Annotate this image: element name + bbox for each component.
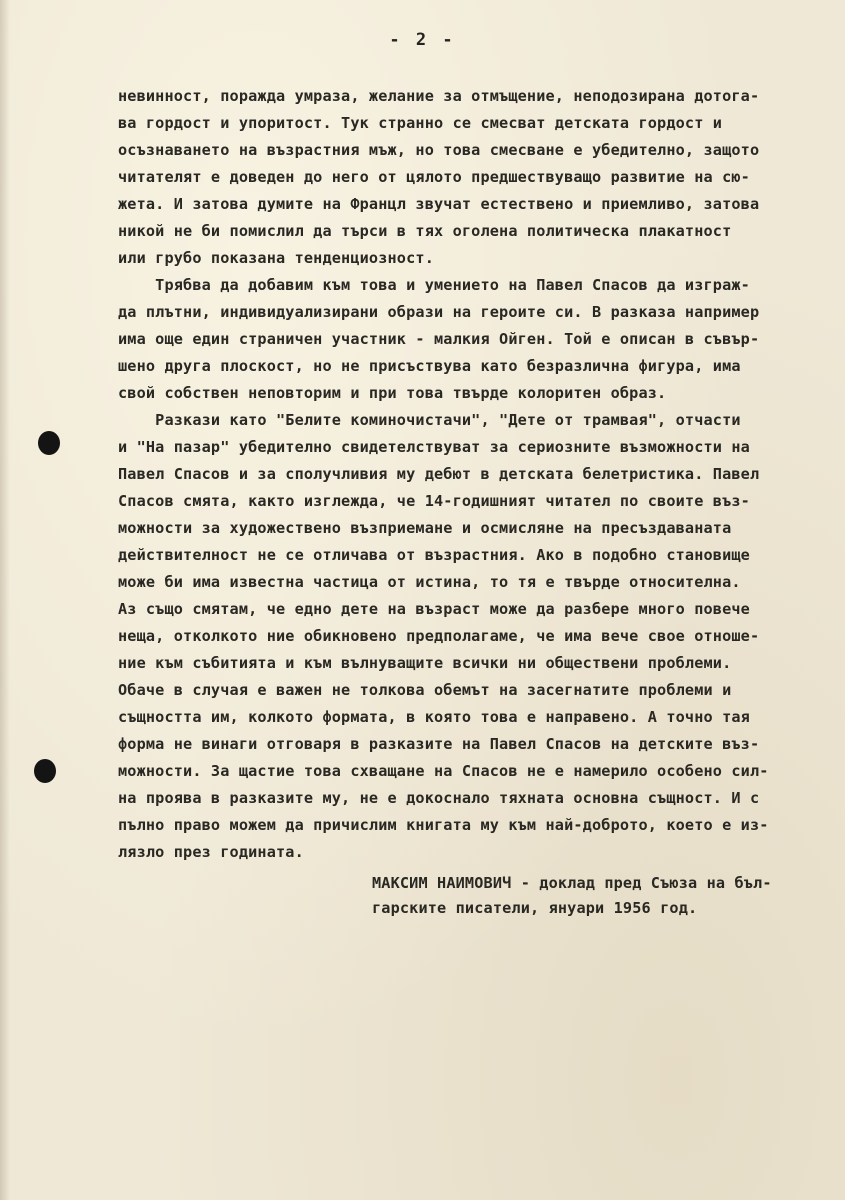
body-line: на проява в разказите му, не е докоснало тяхната основна същност. И с [118,789,760,807]
body-line: и "На пазар" убедително свидетелствуват за сериозните възможности на [118,438,750,456]
body-line: Павел Спасов и за сполучливия му дебют в детската белетристика. Павел [118,465,760,483]
body-line: Спасов смята, както изглежда, че 14-годишният читател по своите въз- [118,492,750,510]
body-line: читателят е доведен до него от цялото предшествуващо развитие на сю- [118,168,750,186]
body-line: жета. И затова думите на Францл звучат естествено и приемливо, затова [118,195,760,213]
body-line: действителност не се отличава от възрастния. Ако в подобно становище [118,546,750,564]
punch-hole-lower [34,759,56,783]
body-line: лязло през годината. [118,843,304,861]
page-number: - 2 - [389,30,456,50]
punch-hole-upper [38,431,60,455]
page-edge-shadow [0,0,10,1200]
body-line: форма не винаги отговаря в разказите на Павел Спасов на детските въз- [118,735,760,753]
body-line: Обаче в случая е важен не толкова обемът на засегнатите проблеми и [118,681,732,699]
body-line: Разкази като "Белите коминочистачи", "Дете от трамвая", отчасти [118,411,741,429]
body-line: пълно право можем да причислим книгата му към най-доброто, което е из- [118,816,769,834]
body-line: можности. За щастие това схващане на Спасов не е намерило особено сил- [118,762,769,780]
body-line: има още един страничен участник - малкия Ойген. Той е описан в съвър- [118,330,760,348]
body-line: или грубо показана тенденциозност. [118,249,434,267]
body-line: невинност, поражда умраза, желание за отмъщение, неподозирана дотога- [118,87,760,105]
body-line: свой собствен неповторим и при това твърде колоритен образ. [118,384,667,402]
body-line: ва гордост и упоритост. Тук странно се смесват детската гордост и [118,114,723,132]
body-line: никой не би помислил да търси в тях оголена политическа плакатност [118,222,732,240]
body-line: Трябва да добавим към това и умението на Павел Спасов да изграж- [118,276,750,294]
signature-line: гарските писатели, януари 1956 год. [372,899,698,917]
body-line: осъзнаването на възрастния мъж, но това смесване е убедително, защото [118,141,760,159]
body-line: можности за художествено възприемане и осмисляне на пресъздаваната [118,519,732,537]
body-line: шено друга плоскост, но не присъствува като безразлична фигура, има [118,357,741,375]
signature-line: МАКСИМ НАИМОВИЧ - доклад пред Съюза на бъл- [372,874,772,892]
body-line: неща, отколкото ние обикновено предполагаме, че има вече свое отноше- [118,627,760,645]
body-line: същността им, колкото формата, в която това е направено. А точно тая [118,708,750,726]
body-line: Аз също смятам, че едно дете на възраст може да разбере много повече [118,600,750,618]
body-line: ние към събитията и към вълнуващите всички ни обществени проблеми. [118,654,732,672]
body-line: да плътни, индивидуализирани образи на героите си. В разказа например [118,303,760,321]
body-line: може би има известна частица от истина, то тя е твърде относителна. [118,573,741,591]
